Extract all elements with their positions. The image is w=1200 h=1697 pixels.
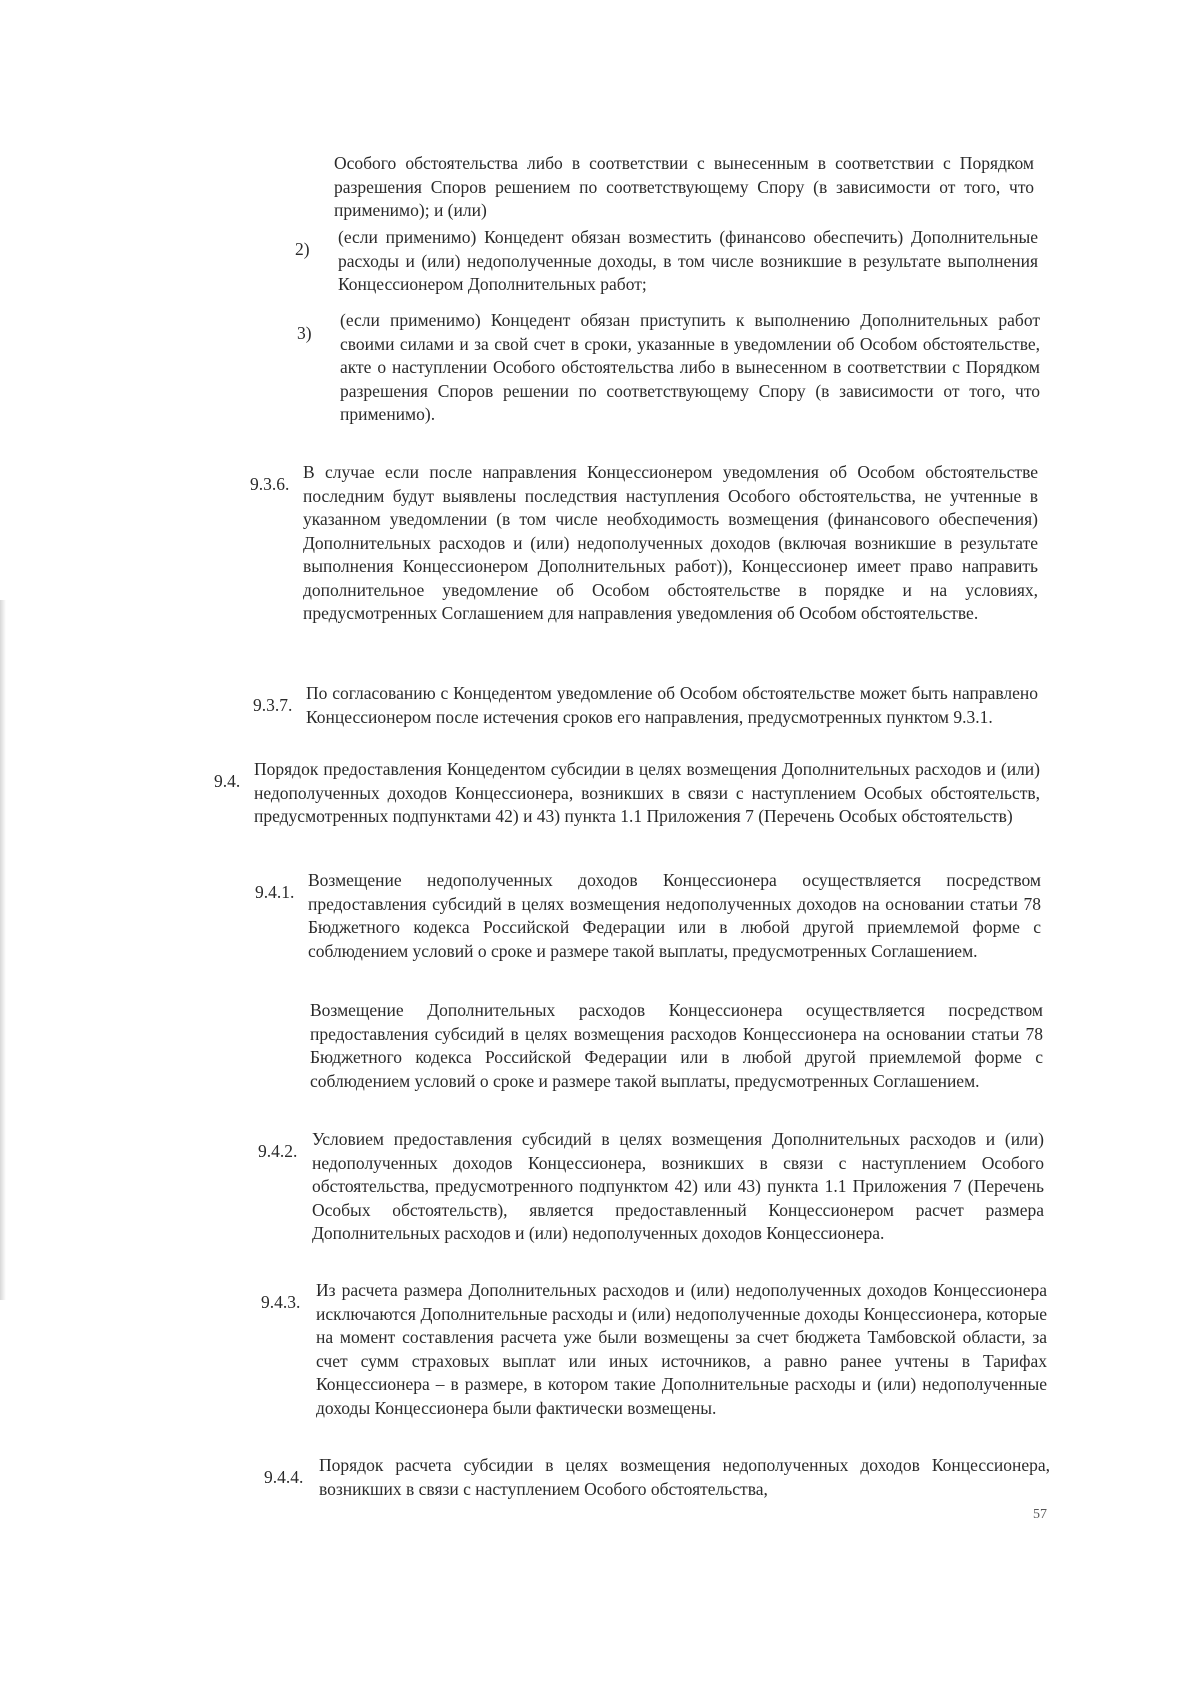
item-number-3: 3)	[297, 323, 312, 343]
item-3-text: (если применимо) Концедент обязан приступить к выполнению Дополнительных работ своими силами и за свой счет в сроки, указанные в уведомлении об Особом обстоятельстве, акте о наступлении Особого обстоятельства либо в вынесенном в соответствии с Порядком разрешения Споров решении по соответствующему Спору (в зависимости от того, что применимо).	[340, 310, 1040, 424]
section-9-4-text: Порядок предоставления Концедентом субсидии в целях возмещения Дополнительных расходов и (или) недополученных доходов Концессионера, возникших в связи с наступлением Особых обстоятельств, предусмотренных подпунктами 42) и 43) пункта 1.1 Приложения 7 (Перечень Особых обстоятельств)	[254, 759, 1040, 826]
clause-9-3-7-text: По согласованию с Концедентом уведомление об Особом обстоятельстве может быть направлено Концессионером после истечения сроков его направления, предусмотренных пунктом 9.3.1.	[306, 683, 1038, 727]
item-number-2: 2)	[295, 239, 310, 259]
page-number: 57	[1033, 1507, 1047, 1522]
paragraph-continuation: Особого обстоятельства либо в соответствии с вынесенным в соответствии с Порядком разрешения Споров решением по соответствующему Спору (в зависимости от того, что применимо); и (или)	[334, 153, 1034, 220]
clause-number-9-3-6: 9.3.6.	[250, 474, 290, 494]
item-2-text: (если применимо) Концедент обязан возместить (финансово обеспечить) Дополнительные расходы и (или) недополученные доходы, в том числе возникшие в результате выполнения Концессионером Дополнительных работ;	[338, 227, 1038, 294]
clause-number-9-4-3: 9.4.3.	[261, 1292, 301, 1312]
clause-9-3-6-text: В случае если после направления Концессионером уведомления об Особом обстоятельстве последним будут выявлены последствия наступления Особого обстоятельства, не учтенные в указанном уведомлении (в том числе необходимость возмещения (финансового обеспечения) Дополнительных расходов и (или) недополученных доходов (включая возникшие в результате выполнения Концессионером Дополнительных работ)), Концессионер имеет право направить дополнительное уведомление об Особом обстоятельстве в порядке и на условиях, предусмотренных Соглашением для направления уведомления об Особом обстоятельстве.	[303, 462, 1038, 623]
clause-9-4-2-text: Условием предоставления субсидий в целях возмещения Дополнительных расходов и (или) недополученных доходов Концессионера, возникших в связи с наступлением Особого обстоятельства, предусмотренного подпунктом 42) или 43) пункта 1.1 Приложения 7 (Перечень Особых обстоятельств), является предоставленный Концессионером расчет размера Дополнительных расходов и (или) недополученных доходов Концессионера.	[312, 1129, 1044, 1243]
clause-number-9-4-2: 9.4.2.	[258, 1141, 298, 1161]
clause-number-9-3-7: 9.3.7.	[253, 695, 293, 715]
section-number-9-4: 9.4.	[214, 771, 241, 791]
clause-9-4-1-text: Возмещение недополученных доходов Концессионера осуществляется посредством предоставления субсидий в целях возмещения недополученных доходов на основании статьи 78 Бюджетного кодекса Российской Федерации или в любой другой приемлемой форме с соблюдением условий о сроке и размере такой выплаты, предусмотренных Соглашением.	[308, 870, 1041, 961]
clause-number-9-4-1: 9.4.1.	[255, 882, 295, 902]
clause-9-4-4-text: Порядок расчета субсидии в целях возмещения недополученных доходов Концессионера, возникших в связи с наступлением Особого обстоятельства,	[319, 1455, 1050, 1499]
clause-number-9-4-4: 9.4.4.	[264, 1467, 304, 1487]
clause-9-4-1-paragraph-2: Возмещение Дополнительных расходов Концессионера осуществляется посредством предоставления субсидий в целях возмещения расходов Концессионера на основании статьи 78 Бюджетного кодекса Российской Федерации или в любой другой приемлемой форме с соблюдением условий о сроке и размере такой выплаты, предусмотренных Соглашением.	[310, 1000, 1043, 1091]
scan-shadow	[0, 600, 6, 1300]
clause-9-4-3-text: Из расчета размера Дополнительных расходов и (или) недополученных доходов Концессионера исключаются Дополнительные расходы и (или) недополученные доходы Концессионера, которые на момент составления расчета уже были возмещены за счет бюджета Тамбовской области, за счет сумм страховых выплат или иных источников, а равно ранее учтены в Тарифах Концессионера – в размере, в котором такие Дополнительные расходы и (или) недополученные доходы Концессионера были фактически возмещены.	[316, 1280, 1047, 1418]
